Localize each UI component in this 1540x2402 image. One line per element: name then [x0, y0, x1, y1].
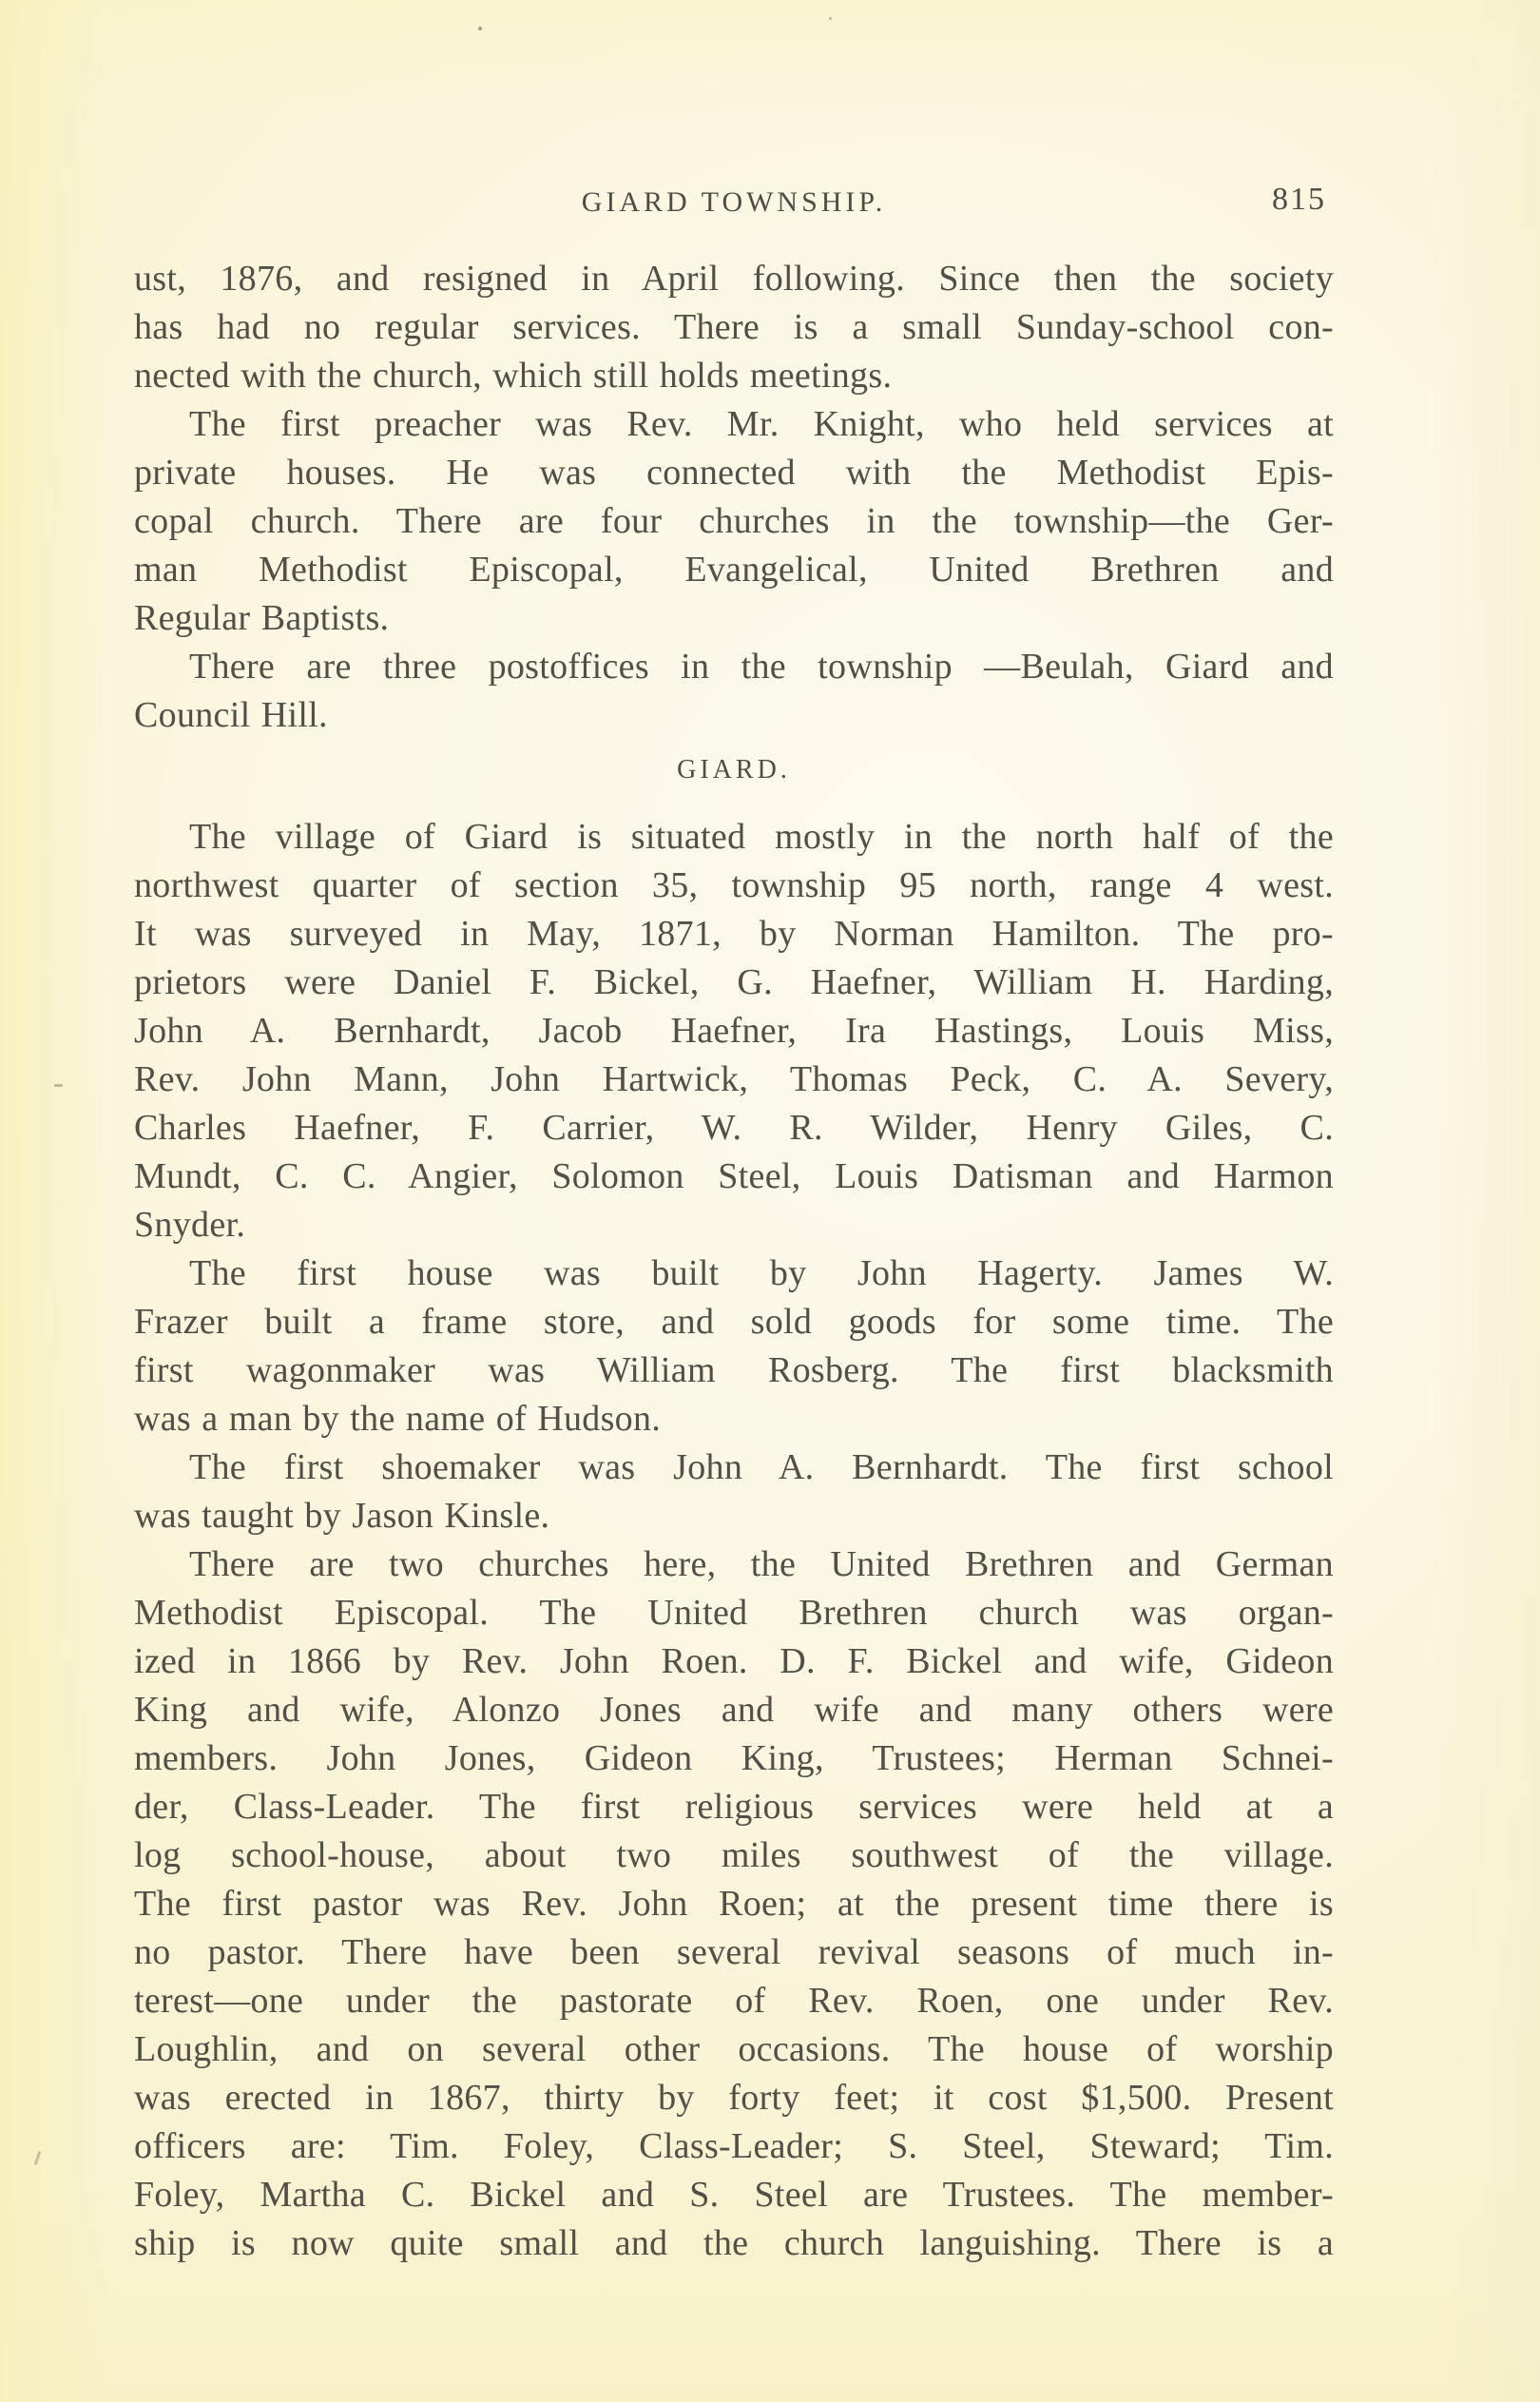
text-line: Frazer built a frame store, and sold goods for some time. The — [134, 1302, 1334, 1342]
text-line: log school-house, about two miles southwest of the village. — [134, 1835, 1334, 1875]
text-line: was erected in 1867, thirty by forty feet; it cost $1,500. Present — [134, 2078, 1334, 2118]
page-body — [134, 255, 1334, 2268]
text-line: officers are: Tim. Foley, Class-Leader; S. Steel, Steward; Tim. — [134, 2126, 1334, 2166]
paragraph — [134, 1443, 1334, 1540]
paragraph — [134, 643, 1334, 740]
text-line: Charles Haefner, F. Carrier, W. R. Wilder, Henry Giles, C. — [134, 1108, 1334, 1148]
page-header — [134, 184, 1334, 225]
text-line: King and wife, Alonzo Jones and wife and many others were — [134, 1690, 1334, 1730]
text-line: nected with the church, which still holds meetings. — [134, 356, 893, 396]
text-line: copal church. There are four churches in the township—the Ger- — [134, 501, 1334, 541]
paragraph — [134, 813, 1334, 1249]
running-title: GIARD TOWNSHIP. — [581, 186, 887, 218]
text-line: was taught by Jason Kinsle. — [134, 1496, 550, 1536]
section-heading: GIARD. — [677, 755, 791, 785]
text-line: no pastor. There have been several revival seasons of much in- — [134, 1932, 1334, 1972]
text-line: Snyder. — [134, 1205, 246, 1245]
text-line: prietors were Daniel F. Bickel, G. Haefner, William H. Harding, — [134, 962, 1334, 1002]
text-line: The first pastor was Rev. John Roen; at the present time there is — [134, 1884, 1334, 1924]
text-line: It was surveyed in May, 1871, by Norman Hamilton. The pro- — [134, 914, 1334, 954]
text-line: Methodist Episcopal. The United Brethren church was organ- — [134, 1593, 1334, 1633]
text-block-after-heading — [134, 813, 1334, 2268]
text-line: The first preacher was Rev. Mr. Knight, who held services at — [189, 404, 1334, 444]
scan-speck — [478, 27, 482, 30]
text-line: ized in 1866 by Rev. John Roen. D. F. Bickel and wife, Gideon — [134, 1641, 1334, 1681]
text-line: Regular Baptists. — [134, 598, 390, 638]
text-line: man Methodist Episcopal, Evangelical, United Brethren and — [134, 550, 1334, 590]
text-block-before-heading — [134, 255, 1334, 740]
scan-speck — [34, 2151, 41, 2165]
text-line: northwest quarter of section 35, township 95 north, range 4 west. — [134, 865, 1334, 905]
text-line: terest—one under the pastorate of Rev. Roen, one under Rev. — [134, 1981, 1334, 2021]
paragraph — [134, 1540, 1334, 2268]
text-line: The first shoemaker was John A. Bernhardt. The first school — [189, 1447, 1334, 1487]
text-line: Mundt, C. C. Angier, Solomon Steel, Louis Datisman and Harmon — [134, 1156, 1334, 1196]
text-line: has had no regular services. There is a small Sunday-school con- — [134, 307, 1334, 347]
text-line: Rev. John Mann, John Hartwick, Thomas Peck, C. A. Severy, — [134, 1059, 1334, 1099]
text-line: Foley, Martha C. Bickel and S. Steel are Trustees. The member- — [134, 2175, 1334, 2215]
text-line: John A. Bernhardt, Jacob Haefner, Ira Hastings, Louis Miss, — [134, 1011, 1334, 1051]
paragraph — [134, 1249, 1334, 1443]
text-line: The village of Giard is situated mostly in the north half of the — [189, 817, 1334, 857]
text-line: There are two churches here, the United Brethren and German — [189, 1544, 1334, 1584]
text-line: members. John Jones, Gideon King, Trustees; Herman Schnei- — [134, 1738, 1334, 1778]
paragraph — [134, 255, 1334, 400]
paragraph — [134, 400, 1334, 643]
scan-speck — [829, 17, 832, 20]
text-line: ust, 1876, and resigned in April following. Since then the society — [134, 259, 1334, 299]
page-number: 815 — [1272, 182, 1326, 217]
text-line: Loughlin, and on several other occasions. The house of worship — [134, 2029, 1334, 2069]
text-line: was a man by the name of Hudson. — [134, 1399, 662, 1439]
text-line: Council Hill. — [134, 695, 328, 735]
text-line: private houses. He was connected with the Methodist Epis- — [134, 453, 1334, 493]
text-line: There are three postoffices in the township —Beulah, Giard and — [189, 647, 1334, 687]
scan-speck — [54, 1084, 63, 1087]
text-line: first wagonmaker was William Rosberg. The first blacksmith — [134, 1350, 1334, 1390]
text-line: der, Class-Leader. The first religious services were held at a — [134, 1787, 1334, 1827]
text-line: The first house was built by John Hagerty. James W. — [189, 1253, 1334, 1293]
text-line: ship is now quite small and the church languishing. There is a — [134, 2223, 1334, 2263]
